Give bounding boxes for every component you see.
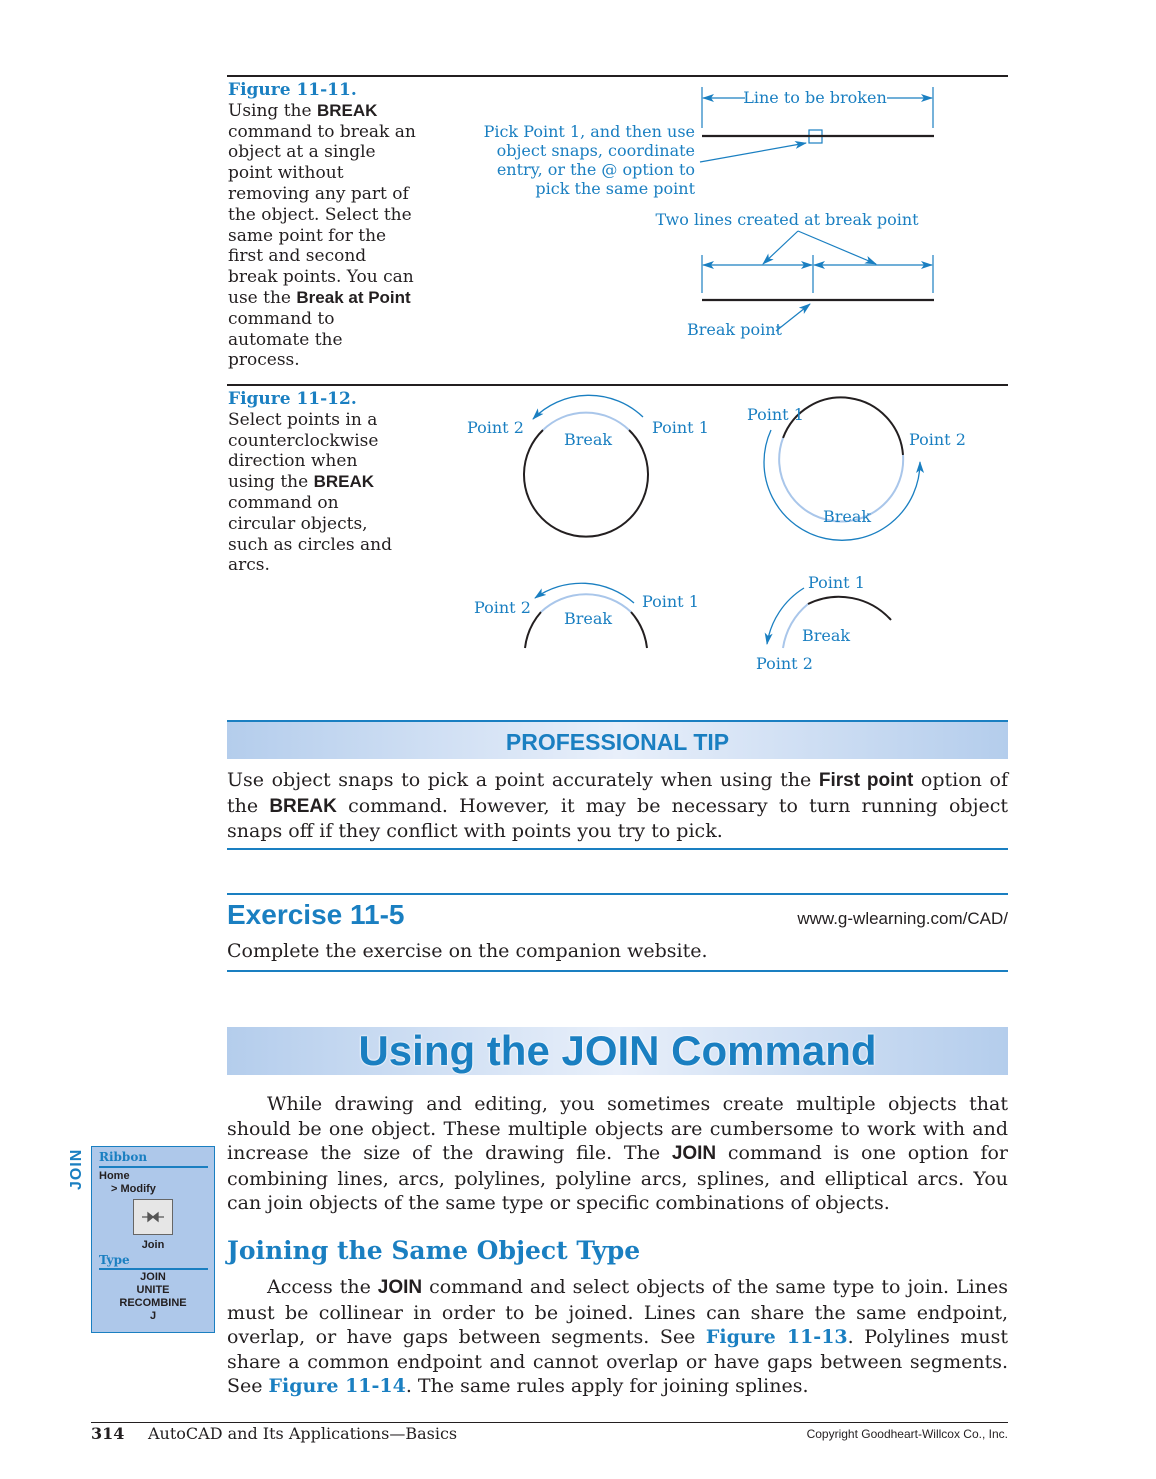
exercise-bottom-rule xyxy=(227,970,1008,972)
figure-number: Figure 11-12. xyxy=(228,389,357,409)
page-number: 314 xyxy=(91,1424,125,1443)
label-break-point: Break point xyxy=(687,320,782,339)
label-break: Break xyxy=(802,626,851,645)
join-button[interactable] xyxy=(133,1199,173,1235)
section-paragraph-2 xyxy=(227,1275,1008,1399)
circle-1 xyxy=(524,395,648,536)
label-pick-point: entry, or the @ option to xyxy=(496,160,695,179)
exercise-top-rule xyxy=(227,893,1008,895)
copyright: Copyright Goodheart-Willcox Co., Inc. xyxy=(806,1427,1008,1441)
join-vertical-label: JOIN xyxy=(68,1148,85,1190)
exercise-title: Exercise 11-5 xyxy=(227,899,405,930)
divider xyxy=(99,1268,208,1270)
figure-11-11-drawing xyxy=(700,87,933,331)
exercise-url-link[interactable]: www.g-wlearning.com/CAD/ xyxy=(797,909,1008,928)
professional-tip-text xyxy=(227,768,1008,844)
alias: JOIN xyxy=(140,1271,166,1283)
para-bold: JOIN xyxy=(377,1277,423,1298)
label-point-2: Point 2 xyxy=(909,430,966,449)
para-text: Access the xyxy=(267,1276,378,1298)
label-point-1: Point 1 xyxy=(747,405,804,424)
section-paragraph-1 xyxy=(227,1092,1008,1216)
alias: RECOMBINE xyxy=(119,1297,187,1309)
para-text: . Polylines must share a common endpoint and cannot overlap or have gaps between segments. See xyxy=(227,1326,1009,1397)
label-point-1: Point 1 xyxy=(808,573,865,592)
divider xyxy=(99,1166,208,1168)
book-title: AutoCAD and Its Applications—Basics xyxy=(148,1424,458,1443)
figures-illustration xyxy=(0,0,1156,720)
ribbon-path-modify: > Modify xyxy=(111,1183,156,1195)
tip-bold: BREAK xyxy=(269,795,337,817)
exercise-text: Complete the exercise on the companion website. xyxy=(227,940,708,962)
tip-bottom-rule xyxy=(227,848,1008,850)
label-pick-point: object snaps, coordinate xyxy=(496,141,695,160)
caption-text: command to automate the process. xyxy=(228,308,343,371)
label-point-2: Point 2 xyxy=(756,654,813,673)
figure-reference-link[interactable]: Figure 11-14 xyxy=(268,1375,406,1397)
para-text: . The same rules apply for joining splines. xyxy=(405,1375,809,1397)
caption-text: Select points in a counterclockwise direction when using the xyxy=(228,409,379,493)
tip-bold: First point xyxy=(818,770,914,791)
caption-bold: Break at Point xyxy=(296,287,411,307)
figure-number: Figure 11-11. xyxy=(228,80,357,100)
caption-text: command on circular objects, such as circles and arcs. xyxy=(228,492,393,576)
label-pick-point: pick the same point xyxy=(535,179,695,198)
caption-bold: BREAK xyxy=(313,472,375,492)
label-pick-point: Pick Point 1, and then use xyxy=(483,122,695,141)
alias: J xyxy=(149,1310,157,1322)
ribbon-path-home: Home xyxy=(99,1170,130,1182)
caption-bold: BREAK xyxy=(316,100,378,120)
caption-text: command to break an object at a single point without removing any part of the object. Select the same point for the first and second break points. You can use the xyxy=(228,121,416,308)
join-icon xyxy=(134,1200,172,1234)
command-aliases xyxy=(92,1271,214,1323)
label-break: Break xyxy=(564,609,613,628)
label-point-2: Point 2 xyxy=(467,418,524,437)
section-heading: Using the JOIN Command xyxy=(227,1027,1008,1075)
para-bold: JOIN xyxy=(671,1143,717,1164)
professional-tip-heading: PROFESSIONAL TIP xyxy=(227,722,1008,759)
tip-text: command. However, it may be necessary to turn running object snaps off if they conflict with points you try to pick. xyxy=(227,794,1008,842)
type-label: Type xyxy=(99,1253,130,1267)
figure-reference-link[interactable]: Figure 11-13 xyxy=(705,1326,848,1348)
alias: UNITE xyxy=(136,1284,170,1296)
para-text: command is one option for combining lines, arcs, polylines, polyline arcs, splines, and elliptical arcs. You can join objects of the same type or specific combinations of objects. xyxy=(227,1142,1008,1214)
label-point-2: Point 2 xyxy=(474,598,531,617)
caption-text: Using the xyxy=(228,100,317,121)
tip-text: option of the xyxy=(227,769,1008,817)
footer-rule xyxy=(91,1422,1008,1423)
label-point-1: Point 1 xyxy=(642,592,699,611)
ribbon-label: Ribbon xyxy=(99,1150,148,1164)
label-point-1: Point 1 xyxy=(652,418,709,437)
label-break: Break xyxy=(564,430,613,449)
tip-text: Use object snaps to pick a point accurately when using the xyxy=(227,769,819,791)
para-text: command and select objects of the same type to join. Lines must be collinear in order to be joined. Lines can share the same endpoint, overlap, or have gaps between segments. See xyxy=(227,1276,1008,1348)
join-button-label: Join xyxy=(141,1239,165,1251)
subheading: Joining the Same Object Type xyxy=(227,1236,641,1265)
label-line-to-be-broken: Line to be broken xyxy=(743,88,887,107)
command-access-box xyxy=(91,1146,215,1333)
label-break: Break xyxy=(823,507,872,526)
para-text: While drawing and editing, you sometimes create multiple objects that should be one object. These multiple objects are cumbersome to work with and increase the size of the drawing file. The xyxy=(227,1093,1008,1164)
label-two-lines: Two lines created at break point xyxy=(655,210,919,229)
